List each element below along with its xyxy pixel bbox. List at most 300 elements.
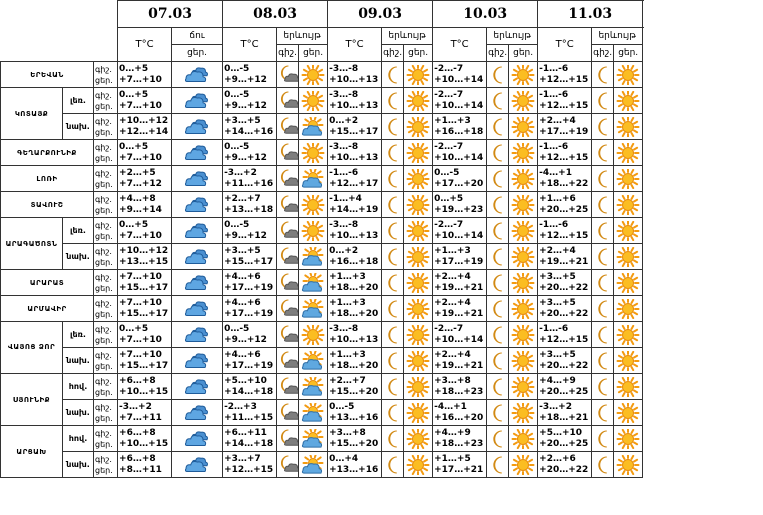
moon-icon [487,195,509,215]
night-temp: +5…+10 [224,375,267,386]
day-temp: +7…+10 [119,100,162,111]
night-subheader: գիշ. [382,45,404,62]
sun-icon [616,403,640,423]
daypart-label [94,452,118,478]
day-weather-cell [299,244,328,270]
day-weather-cell [404,452,433,478]
sun-icon [511,325,535,345]
night-temp: +4…+9 [434,427,471,438]
weather-icon-cell [172,62,223,88]
night-weather-cell [592,426,614,452]
night-temp: -1…-6 [539,63,569,74]
day-weather-cell [404,426,433,452]
night-temp: +4…+6 [224,271,261,282]
night-weather-cell [382,452,404,478]
day-weather-cell [299,140,328,166]
cloudy-icon [185,325,209,345]
temperature-cell [118,400,172,426]
night-temp: +3…+5 [539,349,576,360]
night-temp: +1…+5 [434,453,471,464]
night-weather-cell [382,270,404,296]
temperature-cell [223,400,277,426]
day-temp: +17…+19 [224,360,274,371]
day-weather-cell [404,62,433,88]
night-weather-cell [277,244,299,270]
temperature-cell [328,140,382,166]
night-weather-cell [382,244,404,270]
temperature-cell [433,166,487,192]
moon-icon [487,169,509,189]
day-temp: +12…+15 [539,334,589,345]
night-temp: +4…+6 [224,349,261,360]
sun-icon [616,65,640,85]
region-name: ԿՈՏԱՅՔ [1,88,63,140]
day-weather-cell [404,244,433,270]
night-temp: +3…+8 [434,375,471,386]
temperature-cell [538,88,592,114]
day-weather-cell [299,426,328,452]
night-weather-cell [382,166,404,192]
night-weather-cell [277,88,299,114]
moon-icon [592,91,614,111]
forecast-row [1,114,643,140]
day-temp: +20…+25 [539,438,589,449]
header-dates-row [1,1,643,28]
temperature-cell [538,426,592,452]
temperature-cell [223,88,277,114]
night-subheader: գիշ. [277,45,299,62]
day-weather-cell [299,192,328,218]
day-temp: +7…+10 [119,230,162,241]
temperature-cell [538,296,592,322]
day-weather-cell [404,322,433,348]
temperature-cell [538,218,592,244]
day-temp: +13…+15 [119,256,169,267]
day-temp: +12…+15 [539,74,589,85]
temperature-cell [538,114,592,140]
zone-label: լեռ. [63,218,94,244]
day-weather-cell [509,426,538,452]
day-weather-cell [614,296,643,322]
weather-icon-cell [172,270,223,296]
night-temp: -3…+2 [539,401,572,412]
moon-icon [592,65,614,85]
day-weather-cell [509,114,538,140]
night-weather-cell [592,62,614,88]
sun-icon [301,91,325,111]
temperature-cell [118,88,172,114]
forecast-row [1,322,643,348]
day-temp: +12…+17 [329,178,379,189]
night-weather-cell [487,426,509,452]
night-temp: +6…+11 [224,427,267,438]
day-weather-cell [614,270,643,296]
sun-icon [301,195,325,215]
daypart-label [94,348,118,374]
day-weather-cell [299,114,328,140]
temperature-cell [433,114,487,140]
night-weather-cell [382,218,404,244]
sun-icon [406,325,430,345]
day-temp: +10…+13 [329,334,379,345]
forecast-row [1,374,643,400]
night-weather-cell [277,348,299,374]
moon-icon [487,65,509,85]
weather-icon-cell [172,296,223,322]
day-weather-cell [299,322,328,348]
night-temp: +3…+7 [224,453,261,464]
temp-unit-header: T°C [328,28,382,62]
zone-label: հով. [63,426,94,452]
day-weather-cell [509,218,538,244]
moon-icon [382,169,404,189]
night-temp: +6…+8 [119,453,156,464]
daypart-label [94,426,118,452]
day-temp: +14…+18 [224,386,274,397]
day-temp: +15…+20 [329,438,379,449]
day-weather-cell [509,140,538,166]
night-temp: -3…+2 [224,167,257,178]
region-name: ԼՈՌԻ [1,166,94,192]
phenomena-header: երևույթ [382,28,433,45]
temperature-cell [118,140,172,166]
temperature-cell [433,270,487,296]
day-temp: +17…+20 [434,178,484,189]
day-label: ցեր. [95,75,113,85]
zone-label: նախ. [63,452,94,478]
night-temp: +2…+4 [539,115,576,126]
temperature-cell [223,244,277,270]
night-temp: +6…+8 [119,427,156,438]
temperature-cell [223,270,277,296]
night-label: գիշ. [95,428,112,438]
daypart-label [94,166,118,192]
moon-icon [592,247,614,267]
sun-icon [616,325,640,345]
moon-icon [592,429,614,449]
night-temp: 0…-5 [224,89,250,100]
day-temp: +17…+19 [224,282,274,293]
night-temp: +3…+5 [224,115,261,126]
day-weather-cell [404,348,433,374]
temperature-cell [328,348,382,374]
day-temp: +7…+10 [119,152,162,163]
moon-icon [592,455,614,475]
day-temp: +14…+18 [224,438,274,449]
moon-icon [487,455,509,475]
day-weather-cell [299,62,328,88]
temperature-cell [223,166,277,192]
moon-cloud-icon [277,65,299,85]
cloudy-icon [185,403,209,423]
temperature-cell [328,400,382,426]
moon-icon [487,273,509,293]
cloudy-icon [185,221,209,241]
night-label: գիշ. [95,324,112,334]
night-temp: +3…+5 [539,297,576,308]
day-weather-cell [614,218,643,244]
sun-icon [616,195,640,215]
day-weather-cell [299,88,328,114]
sun-icon [511,117,535,137]
day-temp: +9…+12 [224,100,267,111]
day-temp: +19…+21 [539,256,589,267]
night-label: գիշ. [95,402,112,412]
sun-icon [406,143,430,163]
day-temp: +18…+20 [329,360,379,371]
temperature-cell [538,166,592,192]
sun-cloud-icon [301,403,325,423]
weather-icon-cell [172,400,223,426]
sun-icon [511,429,535,449]
night-temp: -1…-6 [329,167,359,178]
day-temp: +18…+20 [329,282,379,293]
date-header: 08.03 [223,1,328,28]
temperature-cell [223,192,277,218]
night-temp: +6…+8 [119,375,156,386]
day-label: ցեր. [95,231,113,241]
daypart-label [94,140,118,166]
weather-icon-cell [172,322,223,348]
night-temp: +2…+5 [119,167,156,178]
zone-label: լեռ. [63,322,94,348]
day-temp: +11…+15 [224,412,274,423]
temperature-cell [328,218,382,244]
forecast-row [1,244,643,270]
night-weather-cell [592,192,614,218]
daypart-label [94,322,118,348]
moon-icon [382,299,404,319]
night-weather-cell [277,452,299,478]
cloudy-icon [185,117,209,137]
day-temp: +10…+13 [329,100,379,111]
night-weather-cell [487,62,509,88]
day-weather-cell [614,400,643,426]
night-label: գիշ. [95,376,112,386]
night-label: գիշ. [95,142,112,152]
sun-icon [301,325,325,345]
temperature-cell [223,322,277,348]
day-label: ցեր. [95,205,113,215]
region-name: ՎԱՅՈՑ ՁՈՐ [1,322,63,374]
temperature-cell [328,166,382,192]
night-weather-cell [592,166,614,192]
day-label: ցեր. [95,153,113,163]
day-weather-cell [614,166,643,192]
day-temp: +19…+23 [434,204,484,215]
night-temp: +7…+10 [119,271,162,282]
temperature-cell [223,62,277,88]
moon-cloud-icon [277,169,299,189]
forecast-row [1,426,643,452]
temperature-cell [118,452,172,478]
night-temp: -2…-7 [434,323,464,334]
temperature-cell [328,244,382,270]
night-temp: 0…+2 [329,245,359,256]
temperature-cell [118,270,172,296]
phenomena-header: երևույթ [487,28,538,45]
day-temp: +15…+17 [119,308,169,319]
daypart-label [94,244,118,270]
night-weather-cell [382,62,404,88]
region-name: ԱՐԱՐԱՏ [1,270,94,296]
temperature-cell [118,244,172,270]
temperature-cell [328,88,382,114]
weather-icon-cell [172,192,223,218]
night-weather-cell [277,62,299,88]
moon-icon [592,195,614,215]
weather-icon-cell [172,374,223,400]
day-temp: +9…+12 [224,230,267,241]
temp-unit-header: T°C [118,28,172,62]
night-weather-cell [487,296,509,322]
night-temp: +7…+10 [119,297,162,308]
day-weather-cell [509,348,538,374]
sun-icon [616,91,640,111]
sun-icon [406,91,430,111]
night-label: գիշ. [95,350,112,360]
moon-cloud-icon [277,273,299,293]
sun-icon [301,143,325,163]
night-temp: 0…+4 [329,453,359,464]
day-weather-cell [299,218,328,244]
day-temp: +12…+15 [539,152,589,163]
day-label: ցեր. [95,127,113,137]
day-temp: +16…+18 [434,126,484,137]
day-temp: +10…+14 [434,334,484,345]
night-temp: -3…-8 [329,141,359,152]
night-temp: 0…+5 [434,193,464,204]
night-temp: +4…+8 [119,193,156,204]
day-temp: +15…+20 [329,386,379,397]
temperature-cell [433,140,487,166]
phenomena-header: երևույթ [277,28,328,45]
sun-cloud-icon [301,351,325,371]
day-label: ցեր. [95,387,113,397]
day-weather-cell [509,452,538,478]
night-weather-cell [487,322,509,348]
moon-cloud-icon [277,377,299,397]
temperature-cell [433,452,487,478]
day-temp: +18…+20 [329,308,379,319]
day-weather-cell [509,244,538,270]
moon-icon [382,91,404,111]
night-temp: +10…+12 [119,115,169,126]
night-temp: +1…+3 [329,271,366,282]
sun-icon [406,351,430,371]
day-label: ցեր. [95,413,113,423]
day-temp: +20…+22 [539,360,589,371]
night-weather-cell [382,374,404,400]
night-weather-cell [277,114,299,140]
temperature-cell [433,244,487,270]
night-weather-cell [592,218,614,244]
day-temp: +7…+10 [119,334,162,345]
night-weather-cell [277,322,299,348]
moon-icon [382,117,404,137]
day-temp: +17…+19 [434,256,484,267]
day-weather-cell [404,88,433,114]
weather-icon-cell [172,140,223,166]
moon-icon [487,221,509,241]
night-weather-cell [487,192,509,218]
day-weather-cell [404,296,433,322]
day-temp: +19…+21 [434,360,484,371]
temperature-cell [118,114,172,140]
night-weather-cell [277,270,299,296]
temperature-cell [328,270,382,296]
moon-icon [487,143,509,163]
night-temp: +1…+3 [434,115,471,126]
day-weather-cell [299,270,328,296]
cloudy-icon [185,429,209,449]
temperature-cell [223,348,277,374]
moon-icon [592,143,614,163]
night-temp: +1…+3 [329,349,366,360]
day-temp: +13…+16 [329,464,379,475]
temperature-cell [118,192,172,218]
night-weather-cell [592,374,614,400]
night-temp: +2…+4 [434,349,471,360]
day-temp: +9…+14 [119,204,162,215]
cloudy-icon [185,169,209,189]
date-header: 07.03 [118,1,223,28]
night-label: գիշ. [95,168,112,178]
sun-icon [616,117,640,137]
moon-cloud-icon [277,299,299,319]
night-temp: +2…+4 [434,271,471,282]
moon-icon [487,351,509,371]
region-name: ԱՐՄԱՎԻՐ [1,296,94,322]
moon-icon [592,403,614,423]
night-temp: +2…+6 [539,453,576,464]
night-temp: -3…+2 [119,401,152,412]
night-temp: +4…+6 [224,297,261,308]
temperature-cell [118,296,172,322]
sun-icon [406,65,430,85]
forecast-row [1,166,643,192]
forecast-row [1,140,643,166]
temperature-cell [433,374,487,400]
night-temp: 0…-5 [224,323,250,334]
night-temp: +2…+7 [224,193,261,204]
night-weather-cell [382,400,404,426]
night-label: գիշ. [95,298,112,308]
moon-icon [487,247,509,267]
moon-icon [487,117,509,137]
moon-cloud-icon [277,221,299,241]
weather-icon-cell [172,452,223,478]
temperature-cell [328,452,382,478]
night-temp: 0…-5 [329,401,355,412]
sun-cloud-icon [301,247,325,267]
sun-cloud-icon [301,299,325,319]
day-temp: +9…+12 [224,152,267,163]
night-temp: +10…+12 [119,245,169,256]
night-temp: 0…+2 [329,115,359,126]
day-weather-cell [509,400,538,426]
night-temp: -4…+1 [539,167,572,178]
cloudy-icon [185,455,209,475]
sun-icon [406,169,430,189]
day-subheader: ցեր. [299,45,328,62]
day-weather-cell [614,114,643,140]
day-weather-cell [509,296,538,322]
moon-icon [592,273,614,293]
night-weather-cell [487,452,509,478]
night-temp: -3…-8 [329,323,359,334]
temperature-cell [328,322,382,348]
